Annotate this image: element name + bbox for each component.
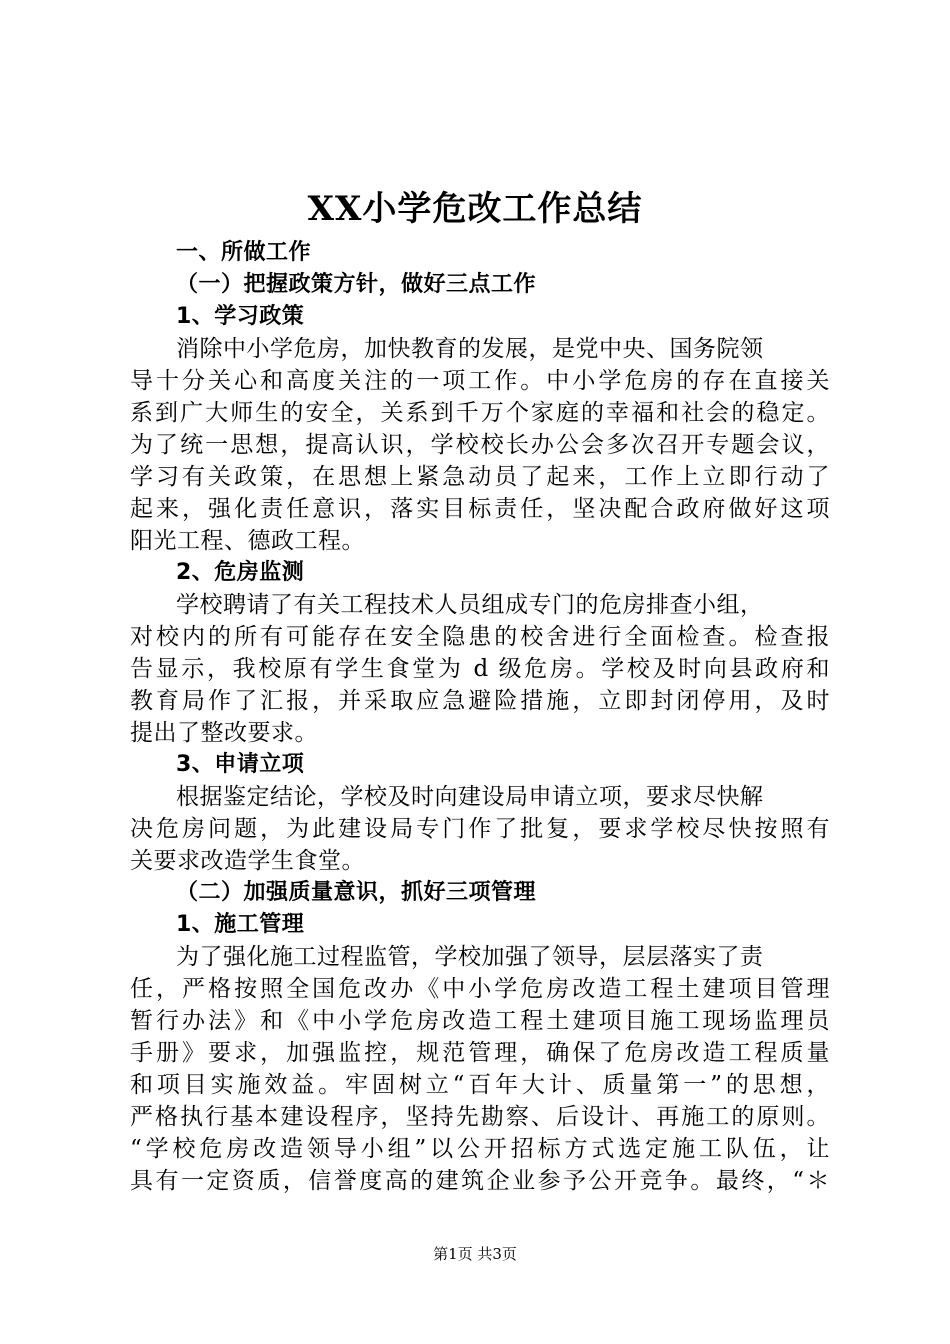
paragraph-line: 学校聘请了有关工程技术人员组成专门的危房排查小组， <box>176 592 764 618</box>
paragraph-line: 严格执行基本建设程序，坚持先勘察、后设计、再施工的原则。 <box>130 1104 830 1130</box>
paragraph-line: 为了统一思想，提高认识，学校校长办公会多次召开专题会议， <box>130 432 830 458</box>
paragraph-line: 系到广大师生的安全，关系到千万个家庭的幸福和社会的稳定。 <box>130 400 830 426</box>
paragraph-line: 任，严格按照全国危改办《中小学危房改造工程土建项目管理 <box>130 976 830 1002</box>
section-heading: 一、所做工作 <box>176 240 312 265</box>
paragraph-line: 暂行办法》和《中小学危房改造工程土建项目施工现场监理员 <box>130 1008 830 1034</box>
item-heading: 2、危房监测 <box>176 560 305 585</box>
paragraph-line: 具有一定资质，信誉度高的建筑企业参予公开竞争。最终，“＊ <box>130 1168 830 1194</box>
paragraph-line: 决危房问题，为此建设局专门作了批复，要求学校尽快按照有 <box>130 816 830 842</box>
page-number-footer: 第1页 共3页 <box>433 1245 517 1263</box>
paragraph-line: 阳光工程、德政工程。 <box>130 528 365 554</box>
paragraph-line: 告显示，我校原有学生食堂为 d 级危房。学校及时向县政府和 <box>130 656 830 682</box>
document-body <box>130 237 830 1197</box>
item-heading: 3、申请立项 <box>176 752 305 777</box>
paragraph-line: 关要求改造学生食堂。 <box>130 848 365 874</box>
paragraph-line: 导十分关心和高度关注的一项工作。中小学危房的存在直接关 <box>130 368 830 394</box>
paragraph-line: 起来，强化责任意识，落实目标责任，坚决配合政府做好这项 <box>130 496 830 522</box>
item-heading: 1、学习政策 <box>176 304 305 329</box>
item-heading: 1、施工管理 <box>176 912 305 937</box>
paragraph-line: 对校内的所有可能存在安全隐患的校舍进行全面检查。检查报 <box>130 624 830 650</box>
paragraph-study-policy <box>130 333 830 557</box>
paragraph-construction-management <box>130 941 830 1197</box>
subsection-heading: （二）加强质量意识，抓好三项管理 <box>176 880 537 905</box>
paragraph-line: 和项目实施效益。牢固树立“百年大计、质量第一”的思想， <box>130 1072 830 1098</box>
paragraph-line: 根据鉴定结论，学校及时向建设局申请立项，要求尽快解 <box>176 784 764 810</box>
paragraph-apply-project <box>130 781 830 877</box>
document-title: XX小学危改工作总结 <box>307 189 643 229</box>
subsection-heading: （一）把握政策方针，做好三点工作 <box>176 272 537 297</box>
paragraph-line: 手册》要求，加强监控，规范管理，确保了危房改造工程质量 <box>130 1040 830 1066</box>
paragraph-line: 学习有关政策，在思想上紧急动员了起来，工作上立即行动了 <box>130 464 830 490</box>
paragraph-line: 为了强化施工过程监管，学校加强了领导，层层落实了责 <box>176 944 764 970</box>
paragraph-line: 提出了整改要求。 <box>130 720 318 746</box>
paragraph-hazard-monitoring <box>130 589 830 749</box>
paragraph-line: 消除中小学危房，加快教育的发展，是党中央、国务院领 <box>176 336 764 362</box>
paragraph-line: “学校危房改造领导小组”以公开招标方式选定施工队伍，让 <box>130 1136 830 1162</box>
paragraph-line: 教育局作了汇报，并采取应急避险措施，立即封闭停用，及时 <box>130 688 830 714</box>
